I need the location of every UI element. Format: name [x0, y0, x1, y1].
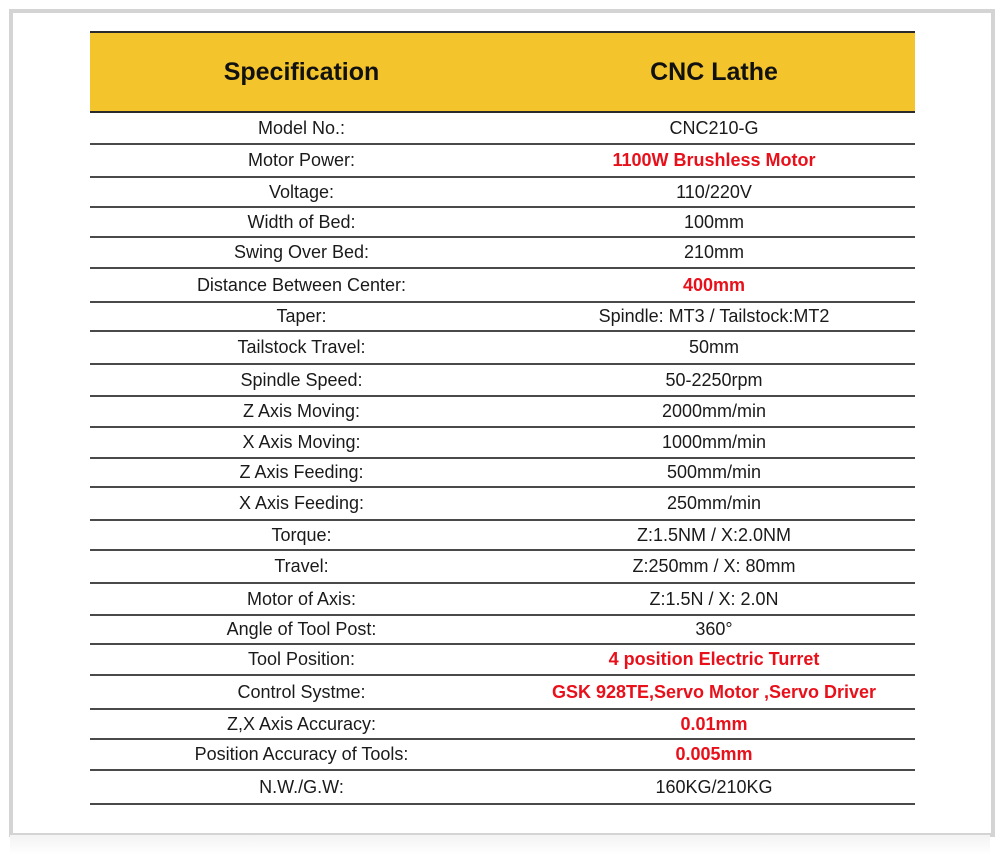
- table-row: [90, 740, 915, 771]
- spec-label: Width of Bed:: [247, 211, 356, 232]
- frame-shadow: [10, 835, 990, 855]
- header-product: CNC Lathe: [650, 57, 778, 86]
- table-row: [90, 551, 915, 584]
- spec-value: 250mm/min: [666, 493, 762, 513]
- spec-value: Spindle: MT3 / Tailstock:MT2: [598, 306, 830, 326]
- spec-value: 400mm: [682, 274, 746, 295]
- table-row: [90, 238, 915, 269]
- spec-value: 110/220V: [676, 181, 752, 202]
- table-row: [90, 365, 915, 397]
- spec-sheet-frame: [9, 9, 995, 837]
- spec-label: Z Axis Moving:: [242, 401, 361, 421]
- table-row: [90, 303, 915, 332]
- table-header: [90, 33, 915, 113]
- header-specification: Specification: [223, 57, 380, 86]
- spec-value: 50-2250rpm: [665, 369, 763, 390]
- spec-value: 4 position Electric Turret: [608, 649, 820, 669]
- table-row: [90, 145, 915, 178]
- spec-value: 0.01mm: [680, 713, 748, 734]
- spec-value: 360°: [695, 619, 733, 639]
- spec-label: Motor of Axis:: [246, 588, 357, 609]
- table-row: [90, 676, 915, 710]
- spec-label: Model No.:: [257, 117, 346, 138]
- table-row: [90, 616, 915, 645]
- table-row: [90, 521, 915, 551]
- table-row: [90, 332, 915, 365]
- table-row: [90, 428, 915, 459]
- spec-value: 1000mm/min: [661, 432, 767, 452]
- spec-value: 100mm: [683, 211, 745, 232]
- spec-value: Z:1.5N / X: 2.0N: [649, 588, 779, 609]
- spec-value: 50mm: [688, 337, 739, 357]
- spec-label: Motor Power:: [247, 150, 356, 170]
- spec-label: Distance Between Center:: [196, 274, 407, 295]
- spec-label: X Axis Moving:: [242, 432, 361, 452]
- spec-value: 1100W Brushless Motor: [612, 150, 816, 170]
- table-row: [90, 584, 915, 616]
- spec-label: Tool Position:: [247, 649, 356, 669]
- spec-label: Taper:: [276, 306, 327, 326]
- table-row: [90, 269, 915, 303]
- spec-label: Swing Over Bed:: [233, 242, 370, 262]
- spec-label: X Axis Feeding:: [238, 493, 365, 513]
- spec-label: Voltage:: [268, 181, 335, 202]
- table-row: [90, 397, 915, 428]
- table-row: [90, 488, 915, 521]
- spec-value: 2000mm/min: [661, 401, 767, 421]
- spec-label: Torque:: [271, 524, 332, 545]
- spec-label: Angle of Tool Post:: [226, 619, 377, 639]
- spec-label: Spindle Speed:: [240, 369, 363, 390]
- spec-label: Z Axis Feeding:: [239, 462, 364, 482]
- spec-label: Z,X Axis Accuracy:: [226, 713, 377, 734]
- spec-label: Control Systme:: [237, 681, 366, 702]
- spec-value: CNC210-G: [669, 117, 759, 138]
- spec-label: Position Accuracy of Tools:: [194, 744, 409, 764]
- table-row: [90, 178, 915, 208]
- table-row: [90, 771, 915, 805]
- table-row: [90, 113, 915, 145]
- spec-rows: [90, 113, 915, 805]
- table-row: [90, 645, 915, 676]
- spec-value: Z:250mm / X: 80mm: [632, 556, 796, 576]
- spec-value: GSK 928TE,Servo Motor ,Servo Driver: [551, 681, 877, 702]
- spec-label: Travel:: [274, 556, 329, 576]
- spec-value: Z:1.5NM / X:2.0NM: [636, 524, 792, 545]
- spec-value: 500mm/min: [666, 462, 762, 482]
- spec-table: [90, 31, 915, 805]
- spec-value: 0.005mm: [675, 744, 753, 764]
- spec-label: N.W./G.W:: [259, 776, 344, 797]
- table-row: [90, 710, 915, 740]
- spec-value: 160KG/210KG: [655, 776, 773, 797]
- table-row: [90, 459, 915, 488]
- spec-value: 210mm: [683, 242, 745, 262]
- spec-label: Tailstock Travel:: [237, 337, 366, 357]
- table-row: [90, 208, 915, 238]
